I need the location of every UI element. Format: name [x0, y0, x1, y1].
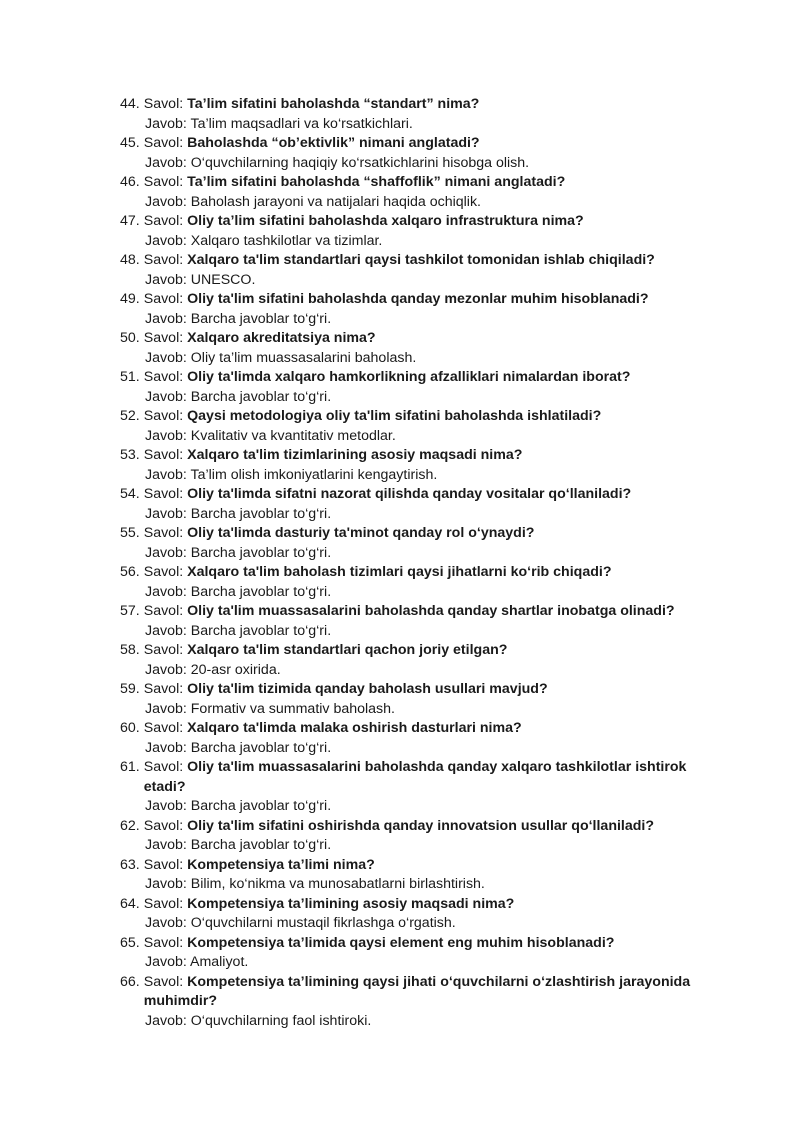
savol-label: Savol: — [143, 759, 184, 775]
qa-item — [120, 173, 720, 212]
answer-line — [120, 232, 720, 252]
answer-text: O‘quvchilarni mustaqil fikrlashga o‘rgatish. — [190, 915, 456, 931]
qa-item — [120, 95, 720, 134]
javob-label: Javob: — [145, 837, 187, 853]
question-line — [120, 973, 720, 1012]
question-number: 54. — [120, 486, 140, 502]
javob-label: Javob: — [145, 154, 187, 171]
javob-label: Javob: — [145, 798, 187, 814]
question-number: 65. — [120, 934, 140, 951]
question-line — [120, 895, 720, 915]
savol-label: Savol: — [143, 291, 184, 307]
javob-label: Javob: — [145, 544, 187, 561]
question-number: 58. — [120, 642, 140, 658]
answer-line — [120, 349, 720, 369]
javob-label: Javob: — [145, 427, 187, 444]
javob-label: Javob: — [145, 915, 187, 931]
savol-label: Savol: — [143, 135, 184, 151]
answer-line — [120, 115, 720, 135]
qa-item — [120, 329, 720, 368]
qa-item — [120, 485, 720, 524]
qa-list — [120, 95, 720, 1031]
question-number: 44. — [120, 96, 140, 112]
javob-label: Javob: — [145, 583, 187, 600]
question-text: Oliy ta'limda xalqaro hamkorlikning afzalliklari nimalardan iborat? — [187, 369, 631, 385]
answer-line — [120, 836, 720, 856]
savol-label: Savol: — [143, 681, 184, 697]
question-line — [120, 563, 720, 583]
question-line — [120, 134, 720, 154]
question-text: Xalqaro ta'lim standartlari qachon joriy etilgan? — [187, 642, 508, 658]
qa-item — [120, 680, 720, 719]
question-line — [120, 212, 720, 232]
savol-label: Savol: — [143, 408, 184, 424]
qa-item — [120, 446, 720, 485]
answer-line — [120, 914, 720, 934]
savol-label: Savol: — [143, 817, 184, 834]
question-text: Qaysi metodologiya oliy ta'lim sifatini baholashda ishlatiladi? — [187, 408, 602, 424]
answer-line — [120, 953, 720, 973]
document-page — [120, 95, 720, 1031]
javob-label: Javob: — [145, 739, 187, 756]
qa-item — [120, 758, 720, 817]
savol-label: Savol: — [143, 525, 184, 541]
question-number: 55. — [120, 525, 140, 541]
question-number: 63. — [120, 856, 140, 873]
question-text: Oliy ta'lim muassasalarini baholashda qanday xalqaro tashkilotlar ishtirok etadi? — [143, 759, 687, 795]
javob-label: Javob: — [145, 876, 187, 892]
answer-text: Ta’lim olish imkoniyatlarini kengaytirish. — [190, 466, 438, 483]
question-line — [120, 290, 720, 310]
answer-text: Xalqaro tashkilotlar va tizimlar. — [190, 232, 383, 249]
qa-item — [120, 641, 720, 680]
answer-line — [120, 154, 720, 174]
question-text: Xalqaro ta'lim standartlari qaysi tashkilot tomonidan ishlab chiqiladi? — [187, 252, 655, 268]
question-text: Xalqaro akreditatsiya nima? — [187, 330, 376, 346]
question-line — [120, 719, 720, 739]
answer-text: Kvalitativ va kvantitativ metodlar. — [190, 427, 396, 444]
question-number: 50. — [120, 330, 140, 346]
question-number: 51. — [120, 369, 140, 385]
javob-label: Javob: — [145, 505, 187, 522]
javob-label: Javob: — [145, 193, 187, 210]
answer-text: Oliy ta’lim muassasalarini baholash. — [190, 349, 417, 366]
javob-label: Javob: — [145, 466, 187, 483]
savol-label: Savol: — [143, 642, 184, 658]
question-line — [120, 407, 720, 427]
answer-text: Barcha javoblar to‘g‘ri. — [190, 544, 332, 561]
question-number: 53. — [120, 447, 140, 463]
question-number: 45. — [120, 135, 140, 151]
javob-label: Javob: — [145, 622, 187, 639]
question-number: 48. — [120, 252, 140, 268]
answer-line — [120, 271, 720, 291]
javob-label: Javob: — [145, 1012, 187, 1029]
qa-item — [120, 290, 720, 329]
question-line — [120, 485, 720, 505]
qa-item — [120, 934, 720, 973]
savol-label: Savol: — [143, 447, 184, 463]
qa-item — [120, 602, 720, 641]
question-text: Oliy ta'limda sifatni nazorat qilishda qanday vositalar qo‘llaniladi? — [187, 486, 632, 502]
answer-text: Barcha javoblar to‘g‘ri. — [190, 310, 332, 327]
question-number: 49. — [120, 291, 140, 307]
javob-label: Javob: — [145, 310, 187, 327]
qa-item — [120, 251, 720, 290]
savol-label: Savol: — [143, 934, 184, 951]
question-number: 47. — [120, 213, 140, 229]
question-text: Ta’lim sifatini baholashda “shaffoflik” nimani anglatadi? — [187, 174, 566, 190]
answer-line — [120, 466, 720, 486]
answer-text: Bilim, ko‘nikma va munosabatlarni birlashtirish. — [190, 876, 485, 892]
question-text: Oliy ta’lim sifatini baholashda xalqaro infrastruktura nima? — [187, 213, 584, 229]
savol-label: Savol: — [143, 720, 184, 736]
javob-label: Javob: — [145, 115, 187, 132]
question-number: 61. — [120, 759, 140, 775]
qa-item — [120, 407, 720, 446]
qa-item — [120, 973, 720, 1032]
savol-label: Savol: — [143, 973, 184, 990]
question-line — [120, 758, 720, 797]
question-number: 52. — [120, 408, 140, 424]
savol-label: Savol: — [143, 330, 184, 346]
question-line — [120, 524, 720, 544]
answer-text: Amaliyot. — [189, 954, 249, 970]
answer-line — [120, 427, 720, 447]
savol-label: Savol: — [143, 856, 184, 873]
answer-line — [120, 797, 720, 817]
question-line — [120, 680, 720, 700]
question-line — [120, 95, 720, 115]
question-text: Xalqaro ta'lim tizimlarining asosiy maqsadi nima? — [187, 447, 523, 463]
qa-item — [120, 368, 720, 407]
javob-label: Javob: — [145, 954, 187, 970]
question-line — [120, 173, 720, 193]
qa-item — [120, 563, 720, 602]
question-text: Ta’lim sifatini baholashda “standart” nima? — [187, 96, 480, 112]
answer-line — [120, 739, 720, 759]
answer-text: O‘quvchilarning faol ishtiroki. — [190, 1012, 372, 1029]
answer-text: Barcha javoblar to‘g‘ri. — [190, 798, 332, 814]
question-text: Baholashda “ob’ektivlik” nimani anglatadi? — [187, 135, 480, 151]
question-number: 66. — [120, 973, 140, 990]
question-line — [120, 602, 720, 622]
question-text: Xalqaro ta'limda malaka oshirish dasturlari nima? — [187, 720, 522, 736]
javob-label: Javob: — [145, 700, 187, 717]
qa-item — [120, 856, 720, 895]
question-number: 57. — [120, 603, 140, 619]
savol-label: Savol: — [143, 252, 184, 268]
question-number: 46. — [120, 174, 140, 190]
answer-text: Barcha javoblar to‘g‘ri. — [190, 388, 332, 405]
answer-line — [120, 388, 720, 408]
answer-text: Ta’lim maqsadlari va ko‘rsatkichlari. — [190, 115, 413, 132]
question-line — [120, 251, 720, 271]
answer-line — [120, 1012, 720, 1032]
answer-text: O‘quvchilarning haqiqiy ko‘rsatkichlarini hisobga olish. — [190, 154, 530, 171]
qa-item — [120, 719, 720, 758]
savol-label: Savol: — [143, 564, 184, 580]
answer-line — [120, 505, 720, 525]
question-text: Oliy ta'lim sifatini oshirishda qanday innovatsion usullar qo‘llaniladi? — [187, 817, 655, 834]
answer-text: Barcha javoblar to‘g‘ri. — [190, 739, 332, 756]
javob-label: Javob: — [145, 661, 187, 678]
question-line — [120, 329, 720, 349]
answer-line — [120, 661, 720, 681]
question-text: Kompetensiya ta’limining asosiy maqsadi nima? — [187, 895, 515, 912]
answer-text: Barcha javoblar to‘g‘ri. — [190, 505, 332, 522]
answer-line — [120, 544, 720, 564]
qa-item — [120, 895, 720, 934]
question-text: Kompetensiya ta’limi nima? — [187, 856, 375, 873]
javob-label: Javob: — [145, 388, 187, 405]
question-text: Kompetensiya ta’limida qaysi element eng muhim hisoblanadi? — [187, 934, 615, 951]
question-line — [120, 934, 720, 954]
savol-label: Savol: — [143, 895, 184, 912]
question-number: 59. — [120, 681, 140, 697]
question-text: Oliy ta'lim muassasalarini baholashda qanday shartlar inobatga olinadi? — [187, 603, 675, 619]
answer-line — [120, 875, 720, 895]
answer-text: Barcha javoblar to‘g‘ri. — [190, 622, 332, 639]
answer-line — [120, 583, 720, 603]
answer-text: UNESCO. — [190, 271, 256, 288]
savol-label: Savol: — [143, 369, 184, 385]
question-number: 62. — [120, 817, 140, 834]
answer-text: Barcha javoblar to‘g‘ri. — [190, 583, 332, 600]
savol-label: Savol: — [143, 96, 184, 112]
answer-line — [120, 193, 720, 213]
question-line — [120, 446, 720, 466]
javob-label: Javob: — [145, 271, 187, 288]
answer-text: Formativ va summativ baholash. — [190, 700, 395, 717]
javob-label: Javob: — [145, 349, 187, 366]
answer-text: 20-asr oxirida. — [190, 661, 281, 678]
qa-item — [120, 524, 720, 563]
question-number: 64. — [120, 895, 140, 912]
question-text: Xalqaro ta'lim baholash tizimlari qaysi jihatlarni ko‘rib chiqadi? — [187, 564, 612, 580]
question-line — [120, 817, 720, 837]
savol-label: Savol: — [143, 174, 184, 190]
question-line — [120, 368, 720, 388]
savol-label: Savol: — [143, 486, 184, 502]
question-text: Oliy ta'limda dasturiy ta'minot qanday rol o‘ynaydi? — [187, 525, 535, 541]
question-line — [120, 856, 720, 876]
question-line — [120, 641, 720, 661]
question-text: Oliy ta'lim sifatini baholashda qanday mezonlar muhim hisoblanadi? — [187, 291, 649, 307]
qa-item — [120, 817, 720, 856]
javob-label: Javob: — [145, 232, 187, 249]
question-text: Oliy ta'lim tizimida qanday baholash usullari mavjud? — [187, 681, 548, 697]
savol-label: Savol: — [143, 603, 184, 619]
answer-text: Baholash jarayoni va natijalari haqida ochiqlik. — [190, 193, 481, 210]
qa-item — [120, 212, 720, 251]
qa-item — [120, 134, 720, 173]
question-number: 60. — [120, 720, 140, 736]
answer-text: Barcha javoblar to‘g‘ri. — [190, 837, 332, 853]
savol-label: Savol: — [143, 213, 184, 229]
answer-line — [120, 310, 720, 330]
answer-line — [120, 622, 720, 642]
answer-line — [120, 700, 720, 720]
question-number: 56. — [120, 564, 140, 580]
question-text: Kompetensiya ta’limining qaysi jihati o‘quvchilarni o‘zlashtirish jarayonida muhimdir? — [143, 973, 691, 1009]
